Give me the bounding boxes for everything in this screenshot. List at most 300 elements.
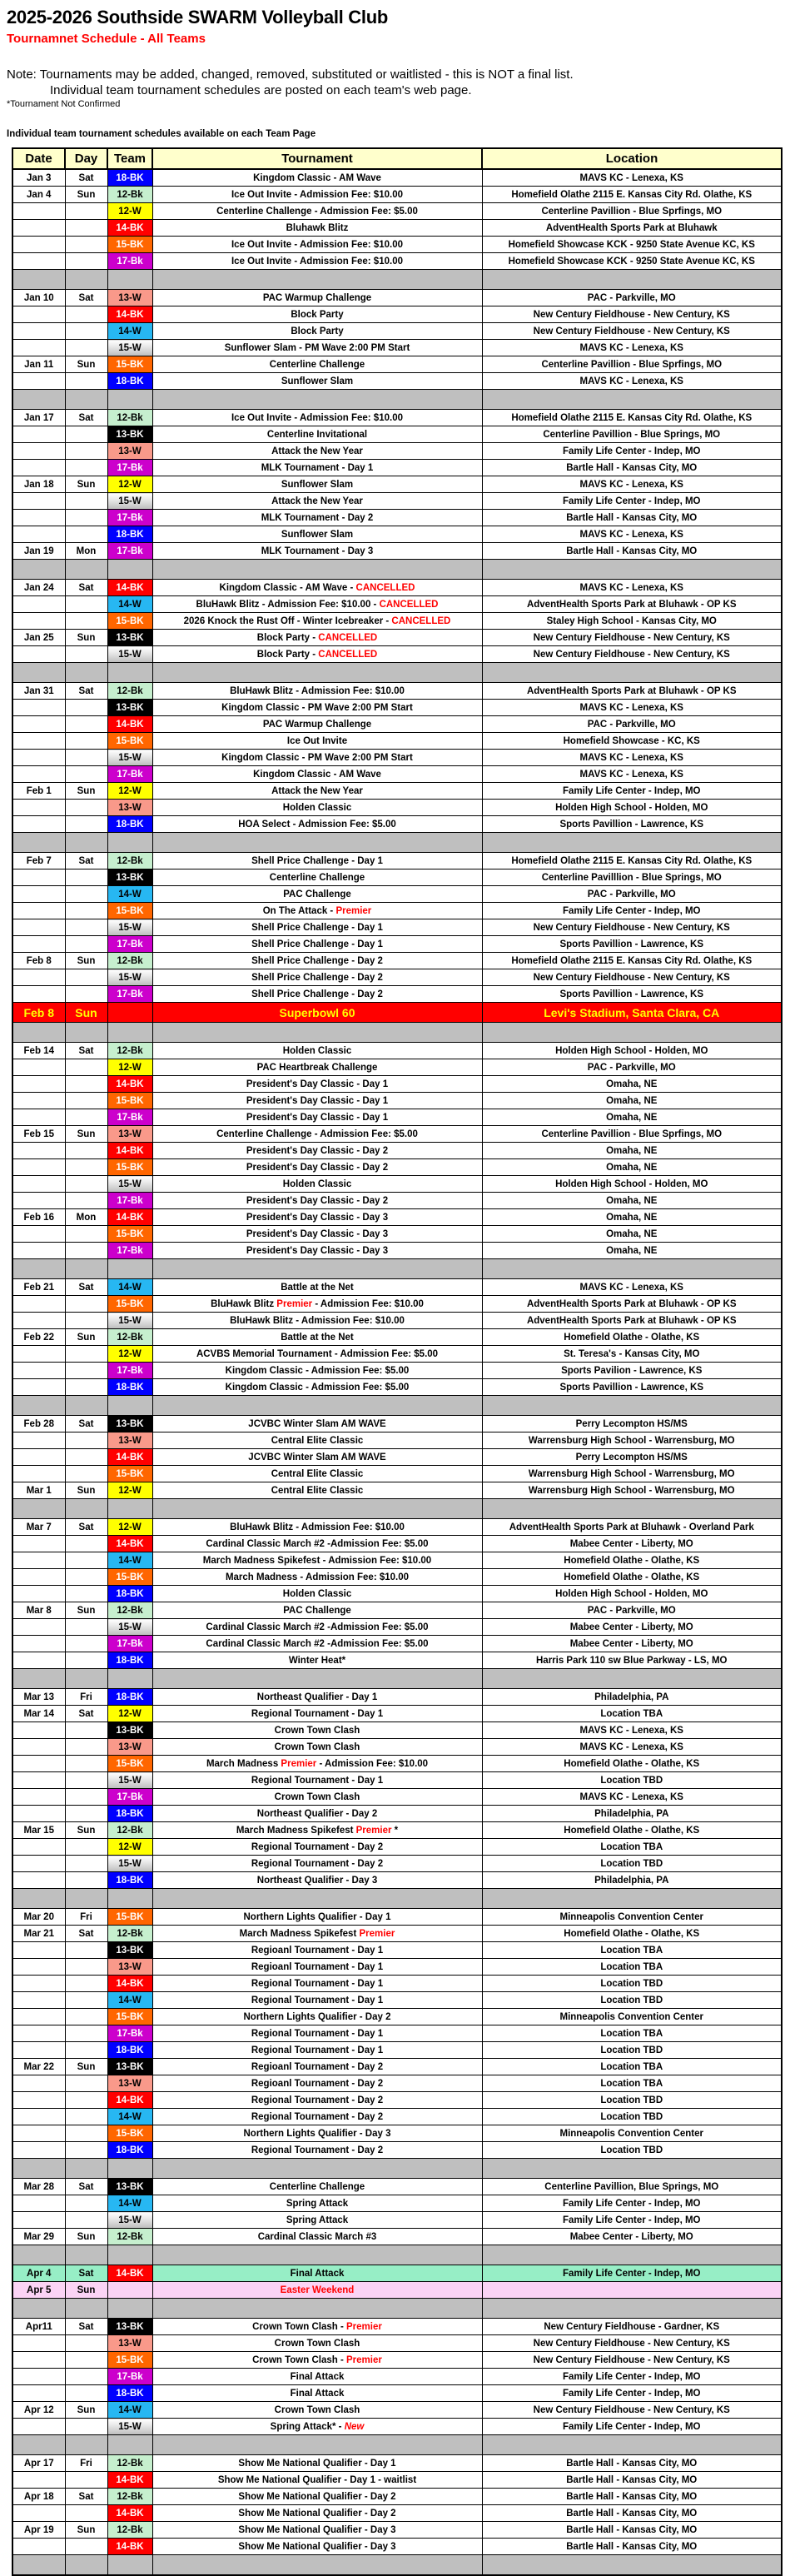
- date-cell: [12, 2419, 65, 2435]
- location-cell: Warrensburg High School - Warrensburg, MO: [482, 1432, 782, 1449]
- table-row: [12, 1706, 782, 1722]
- table-row: [12, 203, 782, 220]
- location-cell: Holden High School - Holden, MO: [482, 1043, 782, 1059]
- day-cell: [65, 2419, 107, 2435]
- separator-row: [12, 833, 782, 853]
- team-badge: 17-Bk: [107, 543, 152, 560]
- tournament-cell: BluHawk Blitz - Admission Fee: $10.00: [152, 1519, 482, 1536]
- day-cell: [65, 1296, 107, 1313]
- day-cell: [65, 443, 107, 460]
- location-cell: Location TBD: [482, 2092, 782, 2109]
- day-cell: [65, 460, 107, 476]
- date-cell: [12, 2212, 65, 2229]
- table-row: [12, 1722, 782, 1739]
- location-cell: PAC - Parkville, MO: [482, 290, 782, 306]
- team-badge: 15-BK: [107, 1159, 152, 1176]
- day-cell: [65, 1313, 107, 1329]
- tournament-cell: Winter Heat*: [152, 1652, 482, 1669]
- team-badge: 13-BK: [107, 1942, 152, 1959]
- day-cell: [65, 766, 107, 783]
- table-row: [12, 750, 782, 766]
- location-cell: MAVS KC - Lenexa, KS: [482, 169, 782, 187]
- page-subtitle: Tournamnet Schedule - All Teams: [7, 32, 206, 46]
- table-row: [12, 2319, 782, 2335]
- team-badge: 15-BK: [107, 1093, 152, 1109]
- table-row: [12, 1739, 782, 1756]
- location-cell: Omaha, NE: [482, 1226, 782, 1243]
- table-row: [12, 1822, 782, 1839]
- tournament-cell: Centerline Challenge - Admission Fee: $5.00: [152, 1126, 482, 1143]
- day-cell: [65, 2125, 107, 2142]
- team-badge: 15-W: [107, 493, 152, 510]
- location-cell: New Century Fieldhouse - New Century, KS: [482, 919, 782, 936]
- tournament-cell: President's Day Classic - Day 3: [152, 1226, 482, 1243]
- team-badge: 14-W: [107, 596, 152, 613]
- table-row: [12, 1976, 782, 1992]
- team-badge: 12-W: [107, 1839, 152, 1856]
- table-row: [12, 1552, 782, 1569]
- team-badge: 18-BK: [107, 1586, 152, 1602]
- table-row: [12, 2265, 782, 2282]
- tournament-cell: Kingdom Classic - AM Wave: [152, 766, 482, 783]
- location-cell: Philadelphia, PA: [482, 1689, 782, 1706]
- tournament-cell: On The Attack - Premier: [152, 903, 482, 919]
- tournament-cell: Shell Price Challenge - Day 2: [152, 953, 482, 969]
- team-badge: 17-Bk: [107, 460, 152, 476]
- page-title: 2025-2026 Southside SWARM Volleyball Club: [7, 7, 388, 27]
- day-cell: [65, 1976, 107, 1992]
- table-row: [12, 2539, 782, 2555]
- day-cell: [65, 2142, 107, 2159]
- location-cell: AdventHealth Sports Park at Bluhawk - OP KS: [482, 1296, 782, 1313]
- tournament-cell: Block Party - CANCELLED: [152, 646, 482, 663]
- table-row: [12, 953, 782, 969]
- separator-cell: [12, 663, 65, 683]
- location-cell: Bartle Hall - Kansas City, MO: [482, 510, 782, 526]
- date-cell: [12, 986, 65, 1003]
- day-cell: [65, 1789, 107, 1806]
- day-cell: [65, 426, 107, 443]
- table-row: [12, 1536, 782, 1552]
- day-cell: Sun: [65, 1126, 107, 1143]
- separator-cell: [65, 1023, 107, 1043]
- date-cell: Mar 15: [12, 1822, 65, 1839]
- date-cell: [12, 613, 65, 630]
- separator-cell: [482, 1499, 782, 1519]
- table-row: [12, 2075, 782, 2092]
- day-cell: Sun: [65, 1329, 107, 1346]
- location-cell: Family Life Center - Indep, MO: [482, 493, 782, 510]
- location-cell: Philadelphia, PA: [482, 1872, 782, 1889]
- day-cell: [65, 1536, 107, 1552]
- day-cell: Sun: [65, 356, 107, 373]
- separator-cell: [107, 2555, 152, 2576]
- team-badge: 13-BK: [107, 1416, 152, 1432]
- location-cell: PAC - Parkville, MO: [482, 886, 782, 903]
- date-cell: [12, 1536, 65, 1552]
- team-badge: 15-BK: [107, 237, 152, 253]
- location-cell: MAVS KC - Lenexa, KS: [482, 1722, 782, 1739]
- table-row: [12, 1059, 782, 1076]
- team-badge: 17-Bk: [107, 1109, 152, 1126]
- team-badge: 13-W: [107, 2335, 152, 2352]
- location-cell: Mabee Center - Liberty, MO: [482, 2229, 782, 2245]
- tournament-cell: March Madness Spikefest Premier: [152, 1926, 482, 1942]
- date-cell: Apr11: [12, 2319, 65, 2335]
- tournament-cell: JCVBC Winter Slam AM WAVE: [152, 1449, 482, 1466]
- day-cell: [65, 1432, 107, 1449]
- team-badge: 15-W: [107, 919, 152, 936]
- table-row: [12, 2505, 782, 2522]
- table-row: [12, 306, 782, 323]
- separator-cell: [65, 2299, 107, 2319]
- column-header-location: Location: [482, 148, 782, 169]
- day-cell: Sun: [65, 1482, 107, 1499]
- table-row: [12, 323, 782, 340]
- location-cell: Centerline Pavilllion - Blue Springs, MO: [482, 869, 782, 886]
- location-cell: Location TBA: [482, 1959, 782, 1976]
- table-row: [12, 187, 782, 203]
- tournament-cell: Battle at the Net: [152, 1329, 482, 1346]
- team-badge: 15-BK: [107, 1466, 152, 1482]
- location-cell: Location TBA: [482, 1839, 782, 1856]
- tournament-cell: Regional Tournament - Day 1: [152, 1772, 482, 1789]
- tournament-cell: President's Day Classic - Day 1: [152, 1109, 482, 1126]
- date-cell: [12, 716, 65, 733]
- team-badge: 14-BK: [107, 1976, 152, 1992]
- day-cell: Sat: [65, 1043, 107, 1059]
- day-cell: [65, 1569, 107, 1586]
- separator-cell: [482, 1259, 782, 1279]
- day-cell: Sat: [65, 1416, 107, 1432]
- day-cell: [65, 340, 107, 356]
- day-cell: [65, 2109, 107, 2125]
- team-badge: 12-Bk: [107, 410, 152, 426]
- date-cell: [12, 443, 65, 460]
- date-cell: [12, 1942, 65, 1959]
- tournament-cell: Regioanl Tournament - Day 2: [152, 2059, 482, 2075]
- location-cell: Location TBA: [482, 2059, 782, 2075]
- day-cell: Sat: [65, 169, 107, 187]
- day-cell: Fri: [65, 2455, 107, 2472]
- day-cell: [65, 1739, 107, 1756]
- location-cell: Family Life Center - Indep, MO: [482, 2385, 782, 2402]
- tournament-cell: Regional Tournament - Day 1: [152, 1976, 482, 1992]
- team-badge: 12-Bk: [107, 2229, 152, 2245]
- date-cell: Apr 5: [12, 2282, 65, 2299]
- date-cell: [12, 2042, 65, 2059]
- date-cell: [12, 2195, 65, 2212]
- day-cell: [65, 646, 107, 663]
- separator-cell: [107, 2245, 152, 2265]
- team-badge: 17-Bk: [107, 1363, 152, 1379]
- tournament-cell: Regioanl Tournament - Day 2: [152, 2075, 482, 2092]
- table-row: [12, 1909, 782, 1926]
- separator-row: [12, 1889, 782, 1909]
- tournament-cell: Regional Tournament - Day 2: [152, 2142, 482, 2159]
- day-cell: [65, 1552, 107, 1569]
- day-cell: Sat: [65, 290, 107, 306]
- team-badge: 15-BK: [107, 733, 152, 750]
- day-cell: [65, 1942, 107, 1959]
- table-row: [12, 2179, 782, 2195]
- tournament-cell: Kingdom Classic - AM Wave - CANCELLED: [152, 580, 482, 596]
- team-badge: 12-W: [107, 203, 152, 220]
- team-badge: 12-W: [107, 1346, 152, 1363]
- note-line-4: Individual team tournament schedules available on each Team Page: [7, 129, 316, 139]
- location-cell: Family Life Center - Indep, MO: [482, 443, 782, 460]
- day-cell: Sun: [65, 630, 107, 646]
- team-badge: 17-Bk: [107, 1243, 152, 1259]
- date-cell: [12, 816, 65, 833]
- date-cell: [12, 237, 65, 253]
- location-cell: Bartle Hall - Kansas City, MO: [482, 2489, 782, 2505]
- table-row: [12, 2109, 782, 2125]
- location-cell: Homefield Olathe 2115 E. Kansas City Rd. Olathe, KS: [482, 853, 782, 869]
- date-cell: [12, 203, 65, 220]
- date-cell: [12, 1789, 65, 1806]
- date-cell: Mar 20: [12, 1909, 65, 1926]
- team-badge: 18-BK: [107, 1872, 152, 1889]
- day-cell: [65, 1346, 107, 1363]
- location-cell: Levi's Stadium, Santa Clara, CA: [482, 1003, 782, 1023]
- date-cell: [12, 886, 65, 903]
- team-badge: 15-BK: [107, 1226, 152, 1243]
- table-row: [12, 1432, 782, 1449]
- team-badge: 12-Bk: [107, 953, 152, 969]
- date-cell: Jan 17: [12, 410, 65, 426]
- date-cell: [12, 1193, 65, 1209]
- date-cell: [12, 1432, 65, 1449]
- location-cell: Mabee Center - Liberty, MO: [482, 1619, 782, 1636]
- separator-cell: [107, 2435, 152, 2455]
- tournament-cell: March Madness - Admission Fee: $10.00: [152, 1569, 482, 1586]
- team-badge: 13-W: [107, 2075, 152, 2092]
- day-cell: [65, 2472, 107, 2489]
- tournament-cell: Final Attack: [152, 2265, 482, 2282]
- team-badge: 18-BK: [107, 1652, 152, 1669]
- tournament-cell: President's Day Classic - Day 3: [152, 1243, 482, 1259]
- location-cell: PAC - Parkville, MO: [482, 1059, 782, 1076]
- date-cell: [12, 1059, 65, 1076]
- team-badge: 14-BK: [107, 1536, 152, 1552]
- location-cell: MAVS KC - Lenexa, KS: [482, 526, 782, 543]
- date-cell: Jan 11: [12, 356, 65, 373]
- team-badge: 15-BK: [107, 2009, 152, 2025]
- separator-row: [12, 1499, 782, 1519]
- location-cell: Sports Pavillion - Lawrence, KS: [482, 816, 782, 833]
- separator-cell: [107, 2299, 152, 2319]
- day-cell: [65, 700, 107, 716]
- tournament-cell: Shell Price Challenge - Day 2: [152, 986, 482, 1003]
- table-row: [12, 1926, 782, 1942]
- separator-cell: [65, 663, 107, 683]
- date-cell: [12, 2385, 65, 2402]
- date-cell: [12, 2335, 65, 2352]
- location-cell: Homefield Olathe 2115 E. Kansas City Rd. Olathe, KS: [482, 953, 782, 969]
- team-badge: 15-BK: [107, 356, 152, 373]
- team-badge: 17-Bk: [107, 936, 152, 953]
- date-cell: [12, 373, 65, 390]
- day-cell: [65, 2385, 107, 2402]
- date-cell: Jan 4: [12, 187, 65, 203]
- separator-cell: [107, 390, 152, 410]
- date-cell: [12, 1243, 65, 1259]
- separator-row: [12, 2159, 782, 2179]
- table-row: [12, 936, 782, 953]
- location-cell: Omaha, NE: [482, 1143, 782, 1159]
- tournament-cell: Bluhawk Blitz: [152, 220, 482, 237]
- date-cell: [12, 1093, 65, 1109]
- day-cell: [65, 526, 107, 543]
- table-row: [12, 2352, 782, 2369]
- location-cell: AdventHealth Sports Park at Bluhawk - OP KS: [482, 1313, 782, 1329]
- team-badge: [107, 2282, 152, 2299]
- date-cell: [12, 919, 65, 936]
- table-row: [12, 2042, 782, 2059]
- tournament-cell: Shell Price Challenge - Day 1: [152, 853, 482, 869]
- separator-row: [12, 2245, 782, 2265]
- table-row: [12, 340, 782, 356]
- location-cell: Family Life Center - Indep, MO: [482, 783, 782, 800]
- table-row: [12, 1416, 782, 1432]
- location-cell: Location TBA: [482, 1942, 782, 1959]
- day-cell: [65, 2212, 107, 2229]
- team-badge: 14-BK: [107, 220, 152, 237]
- team-badge: 14-W: [107, 2195, 152, 2212]
- date-cell: [12, 2092, 65, 2109]
- date-cell: [12, 426, 65, 443]
- location-cell: Homefield Showcase - KC, KS: [482, 733, 782, 750]
- tournament-cell: March Madness Spikefest - Admission Fee: $10.00: [152, 1552, 482, 1569]
- team-badge: 15-W: [107, 1619, 152, 1636]
- team-badge: 18-BK: [107, 1379, 152, 1396]
- team-badge: 13-W: [107, 1432, 152, 1449]
- separator-cell: [152, 2159, 482, 2179]
- table-row: [12, 1482, 782, 1499]
- team-badge: 14-W: [107, 886, 152, 903]
- day-cell: [65, 306, 107, 323]
- team-badge: 12-W: [107, 783, 152, 800]
- date-cell: [12, 1619, 65, 1636]
- location-cell: Philadelphia, PA: [482, 1806, 782, 1822]
- separator-cell: [482, 2159, 782, 2179]
- tournament-cell: Ice Out Invite: [152, 733, 482, 750]
- date-cell: Jan 19: [12, 543, 65, 560]
- team-badge: 13-W: [107, 1959, 152, 1976]
- tournament-cell: President's Day Classic - Day 1: [152, 1076, 482, 1093]
- team-badge: 12-W: [107, 1059, 152, 1076]
- location-cell: Location TBA: [482, 1706, 782, 1722]
- location-cell: AdventHealth Sports Park at Bluhawk - OP KS: [482, 596, 782, 613]
- tournament-cell: Easter Weekend: [152, 2282, 482, 2299]
- team-badge: 18-BK: [107, 2042, 152, 2059]
- team-badge: 13-BK: [107, 630, 152, 646]
- location-cell: AdventHealth Sports Park at Bluhawk - OP KS: [482, 683, 782, 700]
- date-cell: [12, 596, 65, 613]
- table-row: [12, 290, 782, 306]
- day-cell: [65, 2369, 107, 2385]
- date-cell: [12, 2505, 65, 2522]
- table-row: [12, 1076, 782, 1093]
- table-row: [12, 969, 782, 986]
- location-cell: Location TBD: [482, 1772, 782, 1789]
- separator-cell: [65, 2245, 107, 2265]
- tournament-cell: Show Me National Qualifier - Day 2: [152, 2489, 482, 2505]
- day-cell: [65, 1856, 107, 1872]
- team-badge: 15-BK: [107, 1569, 152, 1586]
- separator-cell: [65, 2555, 107, 2576]
- tournament-cell: Holden Classic: [152, 1043, 482, 1059]
- separator-cell: [65, 560, 107, 580]
- location-cell: New Century Fieldhouse - New Century, KS: [482, 306, 782, 323]
- day-cell: [65, 1243, 107, 1259]
- day-cell: Sat: [65, 1926, 107, 1942]
- team-badge: 15-W: [107, 969, 152, 986]
- table-row: [12, 986, 782, 1003]
- separator-row: [12, 663, 782, 683]
- separator-cell: [12, 2435, 65, 2455]
- team-badge: 12-W: [107, 1706, 152, 1722]
- team-badge: 15-W: [107, 750, 152, 766]
- table-row: [12, 1772, 782, 1789]
- table-row: [12, 2059, 782, 2075]
- tournament-cell: Regional Tournament - Day 2: [152, 2092, 482, 2109]
- separator-cell: [65, 390, 107, 410]
- day-cell: [65, 1992, 107, 2009]
- location-cell: Sports Pavillion - Lawrence, KS: [482, 986, 782, 1003]
- separator-cell: [65, 270, 107, 290]
- date-cell: [12, 2009, 65, 2025]
- separator-cell: [12, 2555, 65, 2576]
- table-row: [12, 1992, 782, 2009]
- location-cell: Sports Pavilion - Lawrence, KS: [482, 1363, 782, 1379]
- day-cell: [65, 596, 107, 613]
- separator-cell: [107, 1023, 152, 1043]
- separator-cell: [482, 270, 782, 290]
- team-badge: 14-W: [107, 323, 152, 340]
- location-cell: Bartle Hall - Kansas City, MO: [482, 2455, 782, 2472]
- table-row: [12, 1602, 782, 1619]
- day-cell: [65, 886, 107, 903]
- location-cell: Homefield Olathe - Olathe, KS: [482, 1569, 782, 1586]
- table-row: [12, 2282, 782, 2299]
- table-row: [12, 1296, 782, 1313]
- date-cell: [12, 800, 65, 816]
- date-cell: [12, 1839, 65, 1856]
- table-row: [12, 2212, 782, 2229]
- tournament-cell: Regioanl Tournament - Day 1: [152, 1959, 482, 1976]
- date-cell: Mar 7: [12, 1519, 65, 1536]
- tournament-cell: Block Party - CANCELLED: [152, 630, 482, 646]
- team-badge: 17-Bk: [107, 2369, 152, 2385]
- location-cell: MAVS KC - Lenexa, KS: [482, 476, 782, 493]
- tournament-cell: Spring Attack: [152, 2195, 482, 2212]
- day-cell: [65, 2042, 107, 2059]
- location-cell: AdventHealth Sports Park at Bluhawk - Overland Park: [482, 1519, 782, 1536]
- tournament-cell: Centerline Challenge: [152, 356, 482, 373]
- table-row: [12, 493, 782, 510]
- date-cell: [12, 1143, 65, 1159]
- location-cell: Location TBD: [482, 2142, 782, 2159]
- day-cell: [65, 869, 107, 886]
- team-badge: 15-W: [107, 1313, 152, 1329]
- tournament-cell: Northern Lights Qualifier - Day 1: [152, 1909, 482, 1926]
- separator-row: [12, 1023, 782, 1043]
- day-cell: [65, 373, 107, 390]
- date-cell: [12, 1449, 65, 1466]
- date-cell: [12, 510, 65, 526]
